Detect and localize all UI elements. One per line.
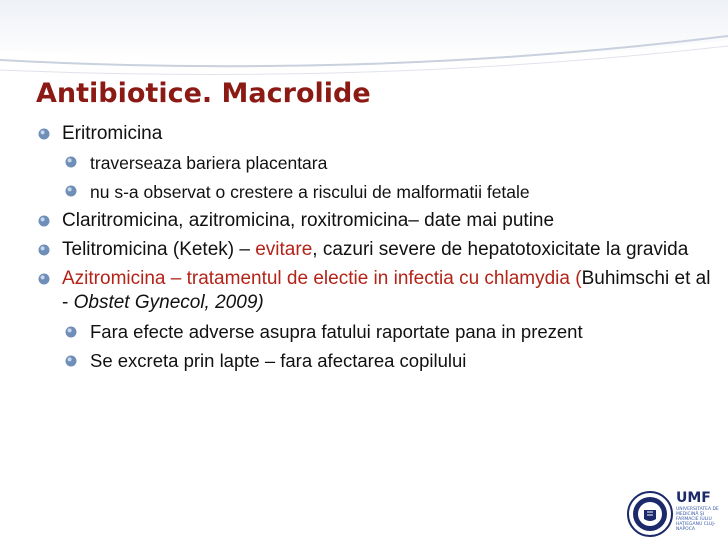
highlight-text: Azitromicina – tratamentul de electie in infectia cu chlamydia ( (62, 268, 582, 289)
slide-title: Antibiotice. Macrolide (36, 78, 371, 109)
list-item-telitromicina (38, 238, 718, 262)
logo-subtitle: UNIVERSITATEA DE MEDICINĂ ŞI FARMACIE IULIU HAŢIEGANU CLUJ-NAPOCA (676, 507, 719, 532)
list-item-eritromicina (38, 122, 718, 146)
citation-text: Buhimschi et al - (62, 268, 711, 313)
item-text: Eritromicina (62, 123, 163, 144)
item-text: traverseaza bariera placentara (90, 153, 328, 173)
item-text-after: , cazuri severe de hepatotoxicitate la gravida (312, 239, 689, 260)
sphere-bullet-icon (65, 355, 77, 367)
sphere-bullet-icon (38, 273, 50, 285)
sub-item-lapte (38, 349, 718, 373)
logo-name: UMF (676, 490, 711, 506)
sub-item-placenta (38, 151, 718, 175)
item-text: Claritromicina, azitromicina, roxitromicina– date mai putine (62, 210, 555, 231)
bullet-list (38, 122, 718, 378)
sphere-bullet-icon (65, 185, 77, 197)
list-item-claritromicina (38, 209, 718, 233)
top-wave-decoration (0, 0, 728, 80)
sphere-bullet-icon (38, 128, 50, 140)
item-text: nu s-a observat o crestere a riscului de malformatii fetale (90, 182, 530, 202)
sphere-bullet-icon (65, 156, 77, 168)
warning-text: evitare (255, 239, 313, 260)
list-item-azitromicina (38, 267, 718, 315)
sphere-bullet-icon (38, 244, 50, 256)
sphere-bullet-icon (65, 326, 77, 338)
sub-item-efecte (38, 320, 718, 344)
item-text: Fara efecte adverse asupra fatului raportate pana in prezent (90, 321, 583, 342)
sphere-bullet-icon (38, 215, 50, 227)
sub-item-malformatii (38, 180, 718, 204)
item-text-before: Telitromicina (Ketek) – (62, 239, 256, 260)
journal-citation: Obstet Gynecol, 2009) (73, 292, 264, 313)
item-text: Se excreta prin lapte – fara afectarea copilului (90, 350, 467, 371)
